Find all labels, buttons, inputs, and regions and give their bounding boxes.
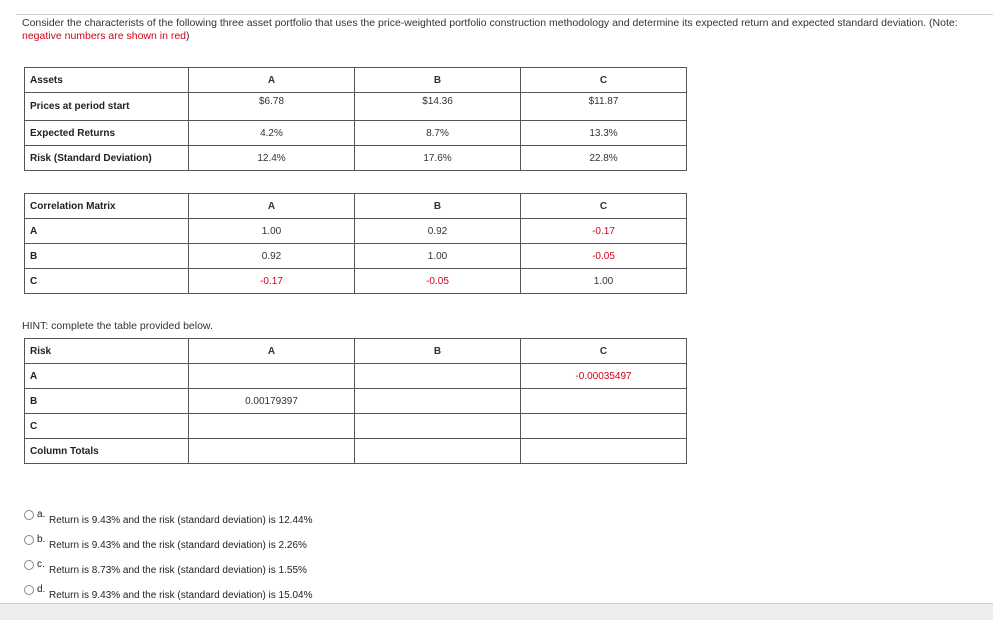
table-cell: 17.6%	[355, 146, 521, 171]
table-row	[25, 439, 687, 464]
header-cell: C	[521, 68, 687, 93]
header-cell: A	[189, 68, 355, 93]
header-cell: C	[521, 339, 687, 364]
table-cell: 0.92	[189, 244, 355, 269]
table-cell	[355, 364, 521, 389]
question-body: Consider the characterists of the following three asset portfolio that uses the price-weighted portfolio construction methodology and determine its expected return and expected standard deviation. (Note:	[22, 17, 958, 29]
header-cell: A	[189, 339, 355, 364]
table-cell-negative: -0.05	[355, 269, 521, 294]
row-label: Prices at period start	[25, 93, 189, 121]
table-cell: 12.4%	[189, 146, 355, 171]
option-text: Return is 9.43% and the risk (standard deviation) is 2.26%	[49, 540, 307, 551]
bottom-scroll-bar	[0, 603, 993, 620]
table-cell-negative: -0.00035497	[521, 364, 687, 389]
table-row	[25, 414, 687, 439]
radio-button-c[interactable]	[24, 560, 34, 570]
table-cell: 4.2%	[189, 121, 355, 146]
radio-button-a[interactable]	[24, 510, 34, 520]
row-label: Risk (Standard Deviation)	[25, 146, 189, 171]
option-letter: d.	[37, 584, 46, 595]
table-cell	[355, 414, 521, 439]
top-divider	[16, 14, 993, 15]
header-cell: B	[355, 194, 521, 219]
table-cell: 0.92	[355, 219, 521, 244]
option-letter: c.	[37, 559, 45, 570]
table-cell	[521, 439, 687, 464]
table-cell: $6.78	[189, 93, 355, 121]
hint-text: HINT: complete the table provided below.	[22, 320, 213, 332]
table-row	[25, 244, 687, 269]
question-text	[22, 17, 987, 43]
row-label: A	[25, 219, 189, 244]
risk-table	[24, 338, 687, 464]
radio-button-d[interactable]	[24, 585, 34, 595]
header-cell: C	[521, 194, 687, 219]
row-label: C	[25, 269, 189, 294]
table-cell: 1.00	[355, 244, 521, 269]
table-cell	[189, 414, 355, 439]
option-letter: a.	[37, 509, 46, 520]
table-row	[25, 93, 687, 121]
table-cell	[189, 439, 355, 464]
table-cell: 0.00179397	[189, 389, 355, 414]
table-row	[25, 121, 687, 146]
table-row	[25, 219, 687, 244]
option-letter: b.	[37, 534, 46, 545]
table-cell-negative: -0.17	[189, 269, 355, 294]
table-row	[25, 339, 687, 364]
table-row	[25, 364, 687, 389]
table-row	[25, 269, 687, 294]
radio-button-b[interactable]	[24, 535, 34, 545]
row-label: B	[25, 389, 189, 414]
header-cell: Risk	[25, 339, 189, 364]
option-text: Return is 9.43% and the risk (standard deviation) is 12.44%	[49, 515, 313, 526]
table-cell	[355, 439, 521, 464]
table-row	[25, 389, 687, 414]
header-cell: B	[355, 339, 521, 364]
table-cell: 1.00	[189, 219, 355, 244]
question-close: )	[186, 30, 190, 42]
header-cell: Assets	[25, 68, 189, 93]
table-cell	[521, 389, 687, 414]
table-cell: 13.3%	[521, 121, 687, 146]
table-cell	[189, 364, 355, 389]
table-cell-negative: -0.05	[521, 244, 687, 269]
header-cell: A	[189, 194, 355, 219]
table-row	[25, 194, 687, 219]
row-label: A	[25, 364, 189, 389]
assets-table	[24, 67, 687, 171]
table-cell: 22.8%	[521, 146, 687, 171]
table-cell: 1.00	[521, 269, 687, 294]
table-row	[25, 146, 687, 171]
row-label: B	[25, 244, 189, 269]
table-cell: $14.36	[355, 93, 521, 121]
table-cell	[355, 389, 521, 414]
correlation-table	[24, 193, 687, 294]
header-cell: Correlation Matrix	[25, 194, 189, 219]
row-label: C	[25, 414, 189, 439]
table-cell: $11.87	[521, 93, 687, 121]
header-cell: B	[355, 68, 521, 93]
row-label: Expected Returns	[25, 121, 189, 146]
option-text: Return is 9.43% and the risk (standard deviation) is 15.04%	[49, 590, 313, 601]
row-label: Column Totals	[25, 439, 189, 464]
table-cell	[521, 414, 687, 439]
negative-note: negative numbers are shown in red	[22, 30, 187, 42]
option-text: Return is 8.73% and the risk (standard deviation) is 1.55%	[49, 565, 307, 576]
table-cell-negative: -0.17	[521, 219, 687, 244]
table-row	[25, 68, 687, 93]
table-cell: 8.7%	[355, 121, 521, 146]
